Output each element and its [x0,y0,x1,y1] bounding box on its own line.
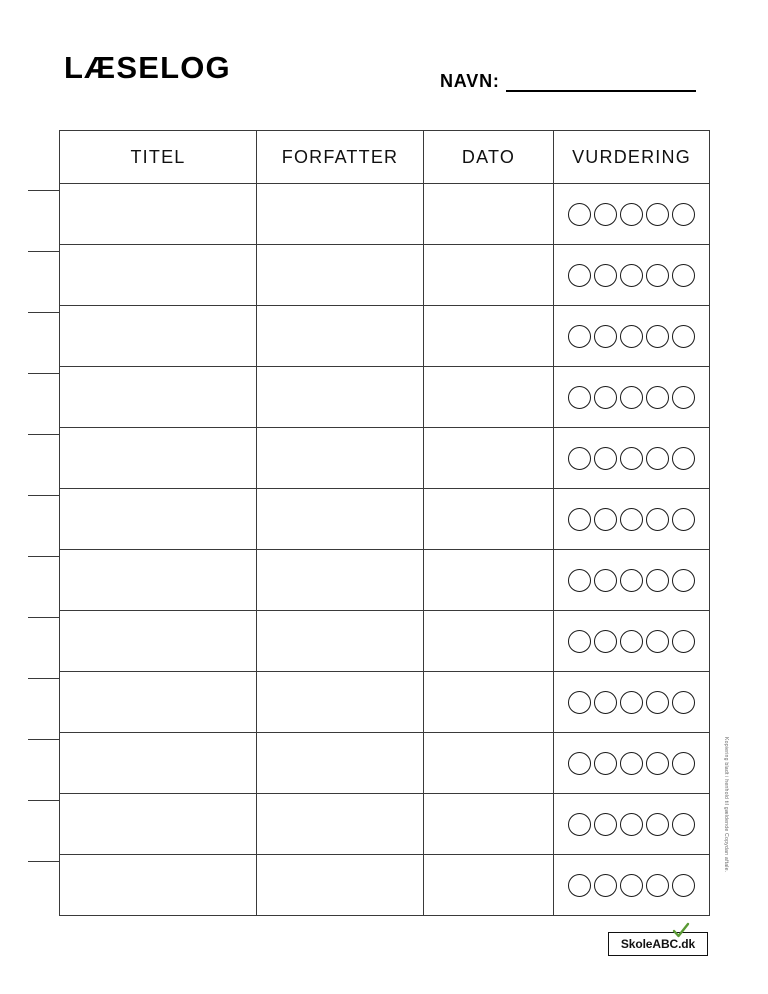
rating-circle[interactable] [568,874,591,897]
rating-circles [554,874,709,897]
rating-circle[interactable] [672,264,695,287]
row-tick-mark [28,678,60,679]
cell-forfatter[interactable] [257,428,424,489]
cell-vurdering[interactable] [554,306,710,367]
rating-circles [554,691,709,714]
checkmark-icon [672,922,690,940]
rating-circle[interactable] [672,447,695,470]
table-row [60,184,710,245]
rating-circle[interactable] [568,203,591,226]
cell-titel[interactable] [60,245,257,306]
name-field-block [440,70,696,92]
rating-circle[interactable] [672,752,695,775]
rating-circle[interactable] [672,386,695,409]
rating-circle[interactable] [620,630,643,653]
cell-titel[interactable] [60,794,257,855]
rating-circle[interactable] [620,447,643,470]
page-title: LÆSELOG [64,50,231,85]
cell-titel[interactable] [60,733,257,794]
table-row [60,672,710,733]
cell-dato[interactable] [424,306,554,367]
cell-dato[interactable] [424,367,554,428]
cell-titel[interactable] [60,428,257,489]
cell-titel[interactable] [60,855,257,916]
rating-circle[interactable] [594,752,617,775]
cell-vurdering[interactable] [554,550,710,611]
row-tick-mark [28,373,60,374]
cell-dato[interactable] [424,428,554,489]
cell-titel[interactable] [60,611,257,672]
table-row [60,306,710,367]
table-row [60,611,710,672]
cell-forfatter[interactable] [257,672,424,733]
rating-circle[interactable] [646,447,669,470]
name-input-line[interactable] [506,73,696,92]
skoleabc-logo-label: SkoleABC.dk [620,937,696,951]
rating-circle[interactable] [568,264,591,287]
column-header-dato: DATO [424,131,554,184]
reading-log-table-wrap [59,130,709,916]
rating-circles [554,508,709,531]
side-credit-text: Kopiering bladt i henhold til gældende Copydan aftale. [723,737,729,873]
rating-circle[interactable] [646,264,669,287]
cell-forfatter[interactable] [257,489,424,550]
cell-vurdering[interactable] [554,489,710,550]
rating-circle[interactable] [568,691,591,714]
row-tick-mark [28,495,60,496]
rating-circle[interactable] [568,569,591,592]
cell-vurdering[interactable] [554,367,710,428]
table-row [60,733,710,794]
rating-circle[interactable] [568,386,591,409]
table-row [60,855,710,916]
cell-dato[interactable] [424,733,554,794]
cell-dato[interactable] [424,611,554,672]
rating-circle[interactable] [594,813,617,836]
rating-circle[interactable] [672,691,695,714]
table-row [60,550,710,611]
row-tick-mark [28,556,60,557]
rating-circle[interactable] [672,325,695,348]
name-label: NAVN: [440,71,500,91]
cell-vurdering[interactable] [554,794,710,855]
rating-circle[interactable] [646,508,669,531]
cell-vurdering[interactable] [554,672,710,733]
rating-circle[interactable] [568,325,591,348]
rating-circle[interactable] [620,569,643,592]
row-tick-mark [28,800,60,801]
column-header-vurdering: VURDERING [554,131,710,184]
rating-circle[interactable] [620,325,643,348]
rating-circle[interactable] [620,264,643,287]
rating-circle[interactable] [672,569,695,592]
table-row [60,794,710,855]
rating-circle[interactable] [568,630,591,653]
reading-log-table [59,130,710,916]
rating-circle[interactable] [620,203,643,226]
cell-forfatter[interactable] [257,550,424,611]
table-row [60,428,710,489]
rating-circles [554,752,709,775]
cell-dato[interactable] [424,550,554,611]
rating-circle[interactable] [594,508,617,531]
rating-circle[interactable] [568,447,591,470]
rating-circle[interactable] [620,874,643,897]
cell-titel[interactable] [60,550,257,611]
table-body [60,184,710,916]
rating-circle[interactable] [620,386,643,409]
rating-circle[interactable] [620,752,643,775]
cell-forfatter[interactable] [257,367,424,428]
rating-circle[interactable] [646,386,669,409]
rating-circle[interactable] [646,325,669,348]
table-row [60,489,710,550]
rating-circle[interactable] [568,813,591,836]
cell-titel[interactable] [60,367,257,428]
rating-circle[interactable] [620,691,643,714]
rating-circle[interactable] [672,813,695,836]
cell-forfatter[interactable] [257,611,424,672]
row-tick-mark [28,861,60,862]
column-header-titel: TITEL [60,131,257,184]
rating-circle[interactable] [672,630,695,653]
cell-dato[interactable] [424,184,554,245]
row-tick-mark [28,617,60,618]
rating-circle[interactable] [646,691,669,714]
row-tick-mark [28,190,60,191]
cell-forfatter[interactable] [257,184,424,245]
cell-dato[interactable] [424,489,554,550]
cell-forfatter[interactable] [257,733,424,794]
rating-circle[interactable] [594,569,617,592]
column-header-forfatter: FORFATTER [257,131,424,184]
cell-vurdering[interactable] [554,611,710,672]
cell-forfatter[interactable] [257,855,424,916]
rating-circle[interactable] [594,874,617,897]
rating-circles [554,630,709,653]
rating-circles [554,386,709,409]
rating-circle[interactable] [594,264,617,287]
rating-circle[interactable] [672,874,695,897]
cell-dato[interactable] [424,672,554,733]
rating-circle[interactable] [568,752,591,775]
rating-circles [554,569,709,592]
cell-titel[interactable] [60,306,257,367]
page-header [0,48,768,108]
rating-circle[interactable] [646,203,669,226]
skoleabc-logo[interactable] [608,932,708,956]
cell-titel[interactable] [60,489,257,550]
table-row [60,367,710,428]
rating-circle[interactable] [594,630,617,653]
cell-dato[interactable] [424,855,554,916]
rating-circle[interactable] [620,813,643,836]
rating-circles [554,325,709,348]
row-tick-mark [28,251,60,252]
cell-forfatter[interactable] [257,794,424,855]
cell-vurdering[interactable] [554,428,710,489]
cell-vurdering[interactable] [554,184,710,245]
row-tick-mark [28,739,60,740]
rating-circles [554,264,709,287]
rating-circle[interactable] [646,752,669,775]
cell-titel[interactable] [60,672,257,733]
row-tick-mark [28,312,60,313]
rating-circle[interactable] [646,630,669,653]
rating-circle[interactable] [672,508,695,531]
rating-circle[interactable] [672,203,695,226]
table-header-row [60,131,710,184]
rating-circle[interactable] [646,874,669,897]
table-row [60,245,710,306]
cell-forfatter[interactable] [257,245,424,306]
cell-titel[interactable] [60,184,257,245]
row-tick-mark [28,434,60,435]
cell-vurdering[interactable] [554,855,710,916]
rating-circle[interactable] [594,325,617,348]
rating-circle[interactable] [620,508,643,531]
rating-circles [554,813,709,836]
cell-dato[interactable] [424,794,554,855]
rating-circles [554,203,709,226]
rating-circles [554,447,709,470]
rating-circle[interactable] [594,386,617,409]
cell-vurdering[interactable] [554,733,710,794]
cell-vurdering[interactable] [554,245,710,306]
rating-circle[interactable] [646,813,669,836]
cell-dato[interactable] [424,245,554,306]
rating-circle[interactable] [594,691,617,714]
rating-circle[interactable] [568,508,591,531]
rating-circle[interactable] [594,203,617,226]
rating-circle[interactable] [646,569,669,592]
cell-forfatter[interactable] [257,306,424,367]
rating-circle[interactable] [594,447,617,470]
